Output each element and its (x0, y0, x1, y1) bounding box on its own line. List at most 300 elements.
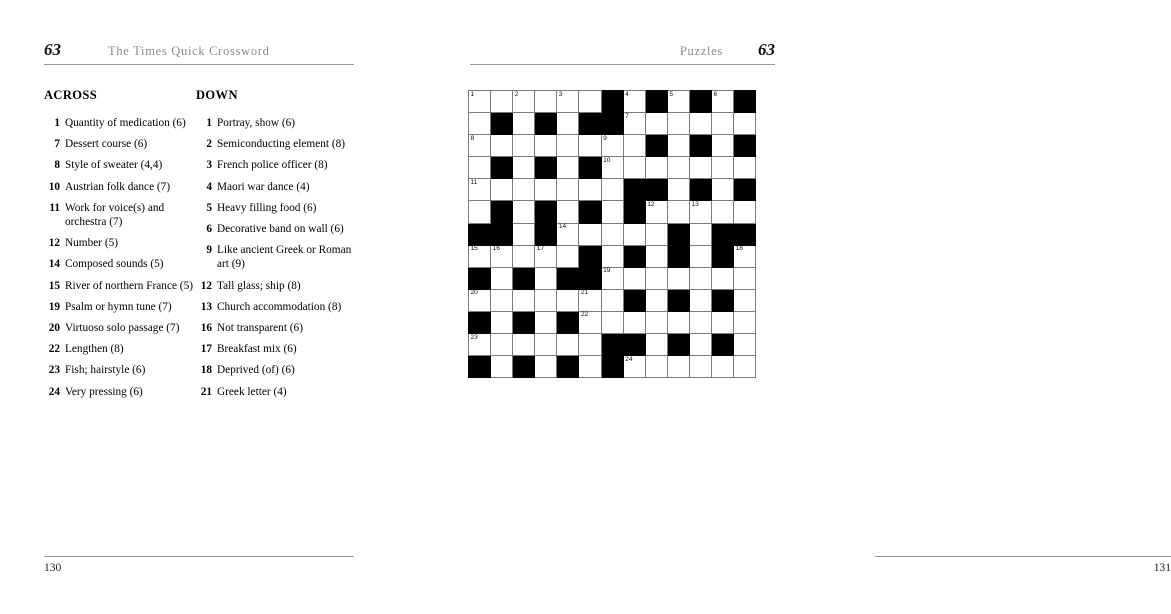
down-clue (196, 385, 352, 399)
grid-cell-number: 13 (691, 200, 699, 208)
grid-letter-cell[interactable] (712, 179, 734, 201)
grid-block-cell (513, 356, 535, 378)
grid-block-cell (734, 135, 756, 157)
down-clue-text: Like ancient Greek or Roman art (9) (217, 244, 352, 271)
grid-block-cell (667, 245, 689, 267)
grid-letter-cell[interactable] (513, 157, 535, 179)
down-clue-number: 1 (206, 117, 212, 129)
grid-letter-cell[interactable] (535, 267, 557, 289)
grid-letter-cell[interactable] (469, 289, 491, 311)
grid-letter-cell[interactable] (601, 311, 623, 333)
down-clue (196, 342, 352, 356)
grid-letter-cell[interactable] (734, 356, 756, 378)
grid-block-cell (689, 135, 711, 157)
grid-letter-cell[interactable] (579, 311, 601, 333)
across-clue-text: River of northern France (5) (65, 279, 193, 292)
grid-letter-cell[interactable] (513, 179, 535, 201)
grid-letter-cell[interactable] (513, 223, 535, 245)
across-clue-number: 19 (48, 300, 60, 313)
across-clue-text: Number (5) (65, 237, 119, 250)
grid-block-cell (579, 157, 601, 179)
grid-block-cell (579, 267, 601, 289)
down-clue-number: 2 (206, 138, 212, 151)
grid-block-cell (535, 223, 557, 245)
down-clue-text: Deprived (of) (6) (217, 364, 295, 377)
grid-row (469, 267, 756, 289)
grid-letter-cell[interactable] (535, 311, 557, 333)
left-page-header (44, 40, 354, 66)
grid-letter-cell[interactable] (734, 113, 756, 135)
across-clue-number: 22 (48, 343, 60, 356)
grid-letter-cell[interactable] (469, 179, 491, 201)
grid-letter-cell[interactable] (689, 201, 711, 223)
across-clue-number: 10 (48, 180, 60, 193)
grid-block-cell (601, 113, 623, 135)
header-rule (44, 64, 354, 65)
across-clue-text: Psalm or hymn tune (7) (65, 300, 172, 313)
grid-row (469, 223, 756, 245)
across-clue-text: Austrian folk dance (7) (65, 180, 171, 193)
grid-letter-cell[interactable] (601, 267, 623, 289)
grid-letter-cell[interactable] (689, 223, 711, 245)
across-clue-text: Very pressing (6) (65, 385, 143, 398)
across-clue (44, 385, 194, 399)
grid-letter-cell[interactable] (712, 135, 734, 157)
grid-letter-cell[interactable] (513, 334, 535, 356)
grid-cell-number: 10 (603, 156, 611, 164)
crossword-grid[interactable] (468, 90, 756, 378)
down-clue-text: Portray, show (6) (217, 117, 296, 129)
across-clue (44, 137, 194, 151)
grid-letter-cell[interactable] (645, 334, 667, 356)
grid-block-cell (557, 311, 579, 333)
grid-letter-cell[interactable] (557, 179, 579, 201)
grid-block-cell (557, 267, 579, 289)
grid-letter-cell[interactable] (491, 245, 513, 267)
grid-letter-cell[interactable] (601, 157, 623, 179)
grid-letter-cell[interactable] (601, 201, 623, 223)
grid-letter-cell[interactable] (579, 179, 601, 201)
grid-cell-number: 3 (558, 90, 563, 98)
down-clue-number: 3 (206, 159, 212, 172)
grid-block-cell (601, 334, 623, 356)
grid-letter-cell[interactable] (667, 356, 689, 378)
right-page-footer (875, 556, 1171, 580)
grid-block-cell (623, 245, 645, 267)
grid-block-cell (645, 91, 667, 113)
grid-letter-cell[interactable] (491, 311, 513, 333)
grid-block-cell (645, 179, 667, 201)
down-clue (196, 180, 352, 194)
grid-row (469, 113, 756, 135)
across-clue (44, 279, 194, 293)
grid-letter-cell[interactable] (645, 267, 667, 289)
grid-row (469, 356, 756, 378)
grid-letter-cell[interactable] (601, 135, 623, 157)
down-clue (196, 321, 352, 335)
grid-cell-number: 5 (669, 90, 674, 98)
across-clue (44, 363, 194, 377)
grid-letter-cell[interactable] (734, 267, 756, 289)
grid-letter-cell[interactable] (513, 201, 535, 223)
grid-letter-cell[interactable] (623, 113, 645, 135)
across-clue-number: 24 (48, 385, 60, 398)
grid-row (469, 157, 756, 179)
grid-letter-cell[interactable] (712, 201, 734, 223)
grid-letter-cell[interactable] (513, 289, 535, 311)
down-clue-number: 9 (206, 244, 212, 257)
down-clue-text: Church accommodation (8) (217, 300, 342, 313)
grid-letter-cell[interactable] (513, 91, 535, 113)
grid-letter-cell[interactable] (491, 356, 513, 378)
grid-cell-number: 17 (536, 245, 545, 253)
left-page-footer (44, 556, 354, 580)
across-clue (44, 201, 194, 229)
across-clue-number: 11 (49, 201, 60, 214)
down-clues-column (196, 88, 352, 406)
grid-letter-cell[interactable] (557, 157, 579, 179)
grid-letter-cell[interactable] (645, 113, 667, 135)
across-clue (44, 180, 194, 194)
across-clue-number: 1 (54, 117, 60, 129)
grid-row (469, 289, 756, 311)
grid-cell-number: 15 (470, 245, 478, 253)
grid-letter-cell[interactable] (491, 91, 513, 113)
grid-letter-cell[interactable] (601, 245, 623, 267)
header-rule (470, 64, 775, 65)
grid-letter-cell[interactable] (667, 201, 689, 223)
down-clue (196, 222, 352, 236)
grid-letter-cell[interactable] (579, 91, 601, 113)
grid-cell-number: 11 (470, 178, 478, 186)
grid-letter-cell[interactable] (689, 289, 711, 311)
section-title: Puzzles (679, 44, 723, 58)
grid-row (469, 135, 756, 157)
grid-block-cell (469, 267, 491, 289)
grid-letter-cell[interactable] (734, 201, 756, 223)
grid-letter-cell[interactable] (623, 223, 645, 245)
grid-letter-cell[interactable] (667, 311, 689, 333)
grid-block-cell (689, 91, 711, 113)
grid-block-cell (491, 157, 513, 179)
grid-letter-cell[interactable] (667, 135, 689, 157)
down-clue (196, 137, 352, 151)
grid-block-cell (623, 334, 645, 356)
grid-letter-cell[interactable] (491, 334, 513, 356)
grid-letter-cell[interactable] (557, 245, 579, 267)
grid-block-cell (557, 356, 579, 378)
grid-block-cell (712, 245, 734, 267)
grid-cell-number: 6 (713, 90, 718, 98)
across-clue-text: Lengthen (8) (65, 343, 124, 356)
grid-row (469, 245, 756, 267)
grid-block-cell (579, 113, 601, 135)
grid-letter-cell[interactable] (667, 113, 689, 135)
grid-cell-number: 20 (470, 289, 478, 297)
across-clue-text: Work for voice(s) and orchestra (7) (65, 201, 165, 229)
grid-letter-cell[interactable] (689, 334, 711, 356)
grid-letter-cell[interactable] (623, 356, 645, 378)
grid-cell-number: 1 (470, 90, 475, 98)
down-clue-number: 17 (200, 343, 212, 356)
grid-block-cell (667, 334, 689, 356)
grid-letter-cell[interactable] (667, 91, 689, 113)
grid-cell-number: 9 (603, 134, 607, 142)
across-clue (44, 257, 194, 271)
grid-letter-cell[interactable] (469, 113, 491, 135)
grid-block-cell (535, 201, 557, 223)
grid-letter-cell[interactable] (712, 267, 734, 289)
grid-letter-cell[interactable] (557, 113, 579, 135)
grid-cell-number: 2 (514, 90, 519, 98)
across-clues-column (44, 88, 194, 406)
grid-letter-cell[interactable] (645, 223, 667, 245)
down-clue (196, 363, 352, 377)
grid-letter-cell[interactable] (623, 267, 645, 289)
grid-letter-cell[interactable] (734, 245, 756, 267)
grid-letter-cell[interactable] (535, 91, 557, 113)
grid-letter-cell[interactable] (579, 289, 601, 311)
grid-letter-cell[interactable] (689, 356, 711, 378)
grid-letter-cell[interactable] (557, 334, 579, 356)
grid-block-cell (579, 245, 601, 267)
grid-block-cell (535, 113, 557, 135)
grid-letter-cell[interactable] (469, 245, 491, 267)
down-clue (196, 201, 352, 215)
grid-block-cell (623, 179, 645, 201)
across-clue (44, 300, 194, 314)
down-clue (196, 116, 352, 130)
grid-letter-cell[interactable] (491, 289, 513, 311)
grid-block-cell (491, 223, 513, 245)
down-clue-number: 12 (200, 279, 212, 292)
right-page-header (470, 40, 775, 66)
across-clue (44, 236, 194, 250)
down-clue (196, 279, 352, 293)
grid-letter-cell[interactable] (513, 135, 535, 157)
across-clue-list (44, 116, 194, 399)
grid-cell-number: 21 (580, 289, 589, 297)
grid-letter-cell[interactable] (513, 113, 535, 135)
grid-block-cell (667, 289, 689, 311)
grid-block-cell (491, 113, 513, 135)
grid-letter-cell[interactable] (712, 113, 734, 135)
across-clue-text: Fish; hairstyle (6) (65, 364, 146, 377)
grid-letter-cell[interactable] (535, 289, 557, 311)
down-clue-number: 21 (200, 385, 212, 398)
grid-letter-cell[interactable] (535, 179, 557, 201)
crossword-table[interactable] (468, 90, 756, 378)
down-clue-number: 5 (206, 201, 212, 214)
grid-letter-cell[interactable] (491, 135, 513, 157)
down-clue-text: Semiconducting element (8) (217, 138, 345, 151)
left-footer-folio: 130 (44, 562, 62, 574)
grid-row (469, 334, 756, 356)
grid-letter-cell[interactable] (645, 245, 667, 267)
grid-row (469, 91, 756, 113)
grid-letter-cell[interactable] (712, 157, 734, 179)
grid-block-cell (469, 311, 491, 333)
grid-row (469, 201, 756, 223)
grid-letter-cell[interactable] (734, 289, 756, 311)
across-clue-number: 7 (54, 138, 60, 151)
grid-letter-cell[interactable] (689, 311, 711, 333)
down-clue-text: Maori war dance (4) (217, 180, 310, 193)
grid-letter-cell[interactable] (623, 157, 645, 179)
across-clue-text: Style of sweater (4,4) (65, 159, 163, 172)
grid-letter-cell[interactable] (623, 91, 645, 113)
grid-letter-cell[interactable] (469, 135, 491, 157)
grid-letter-cell[interactable] (623, 311, 645, 333)
grid-letter-cell[interactable] (645, 157, 667, 179)
down-clue (196, 243, 352, 271)
across-clue (44, 321, 194, 335)
grid-letter-cell[interactable] (469, 91, 491, 113)
grid-letter-cell[interactable] (645, 201, 667, 223)
grid-block-cell (645, 135, 667, 157)
grid-block-cell (491, 201, 513, 223)
grid-letter-cell[interactable] (689, 113, 711, 135)
grid-letter-cell[interactable] (689, 157, 711, 179)
grid-block-cell (601, 91, 623, 113)
grid-letter-cell[interactable] (667, 157, 689, 179)
down-clue (196, 158, 352, 172)
grid-letter-cell[interactable] (601, 289, 623, 311)
grid-cell-number: 8 (470, 134, 475, 142)
grid-block-cell (623, 201, 645, 223)
grid-block-cell (734, 223, 756, 245)
down-clue-text: Tall glass; ship (8) (217, 279, 301, 292)
right-footer-folio: 131 (1153, 562, 1171, 574)
grid-block-cell (712, 223, 734, 245)
grid-block-cell (734, 179, 756, 201)
grid-letter-cell[interactable] (469, 157, 491, 179)
grid-letter-cell[interactable] (491, 267, 513, 289)
grid-letter-cell[interactable] (689, 267, 711, 289)
across-clue (44, 116, 194, 130)
grid-block-cell (535, 157, 557, 179)
left-header-folio: 63 (44, 40, 61, 59)
grid-letter-cell[interactable] (623, 135, 645, 157)
across-clue (44, 158, 194, 172)
grid-block-cell (712, 289, 734, 311)
grid-letter-cell[interactable] (689, 245, 711, 267)
across-clue-text: Composed sounds (5) (65, 258, 164, 271)
grid-letter-cell[interactable] (645, 311, 667, 333)
across-clue-number: 20 (48, 322, 60, 335)
grid-cell-number: 18 (735, 245, 743, 253)
grid-letter-cell[interactable] (645, 289, 667, 311)
down-clue-number: 16 (200, 322, 212, 335)
grid-cell-number: 19 (603, 267, 611, 275)
grid-block-cell (712, 334, 734, 356)
grid-letter-cell[interactable] (535, 245, 557, 267)
grid-letter-cell[interactable] (712, 356, 734, 378)
grid-letter-cell[interactable] (557, 223, 579, 245)
grid-letter-cell[interactable] (712, 311, 734, 333)
grid-letter-cell[interactable] (513, 245, 535, 267)
grid-cell-number: 4 (625, 90, 629, 98)
down-clue-number: 4 (206, 180, 212, 193)
down-clue-text: Greek letter (4) (217, 385, 287, 398)
grid-letter-cell[interactable] (667, 179, 689, 201)
down-heading: DOWN (196, 88, 238, 102)
right-header-folio: 63 (758, 40, 775, 59)
grid-letter-cell[interactable] (557, 201, 579, 223)
down-clue (196, 300, 352, 314)
down-clue-number: 6 (206, 223, 212, 236)
footer-rule (875, 556, 1171, 557)
grid-letter-cell[interactable] (734, 334, 756, 356)
grid-block-cell (579, 201, 601, 223)
grid-cell-number: 22 (580, 311, 589, 319)
across-clue-number: 15 (48, 279, 60, 292)
down-clue-number: 18 (200, 364, 212, 377)
grid-row (469, 179, 756, 201)
grid-block-cell (623, 289, 645, 311)
grid-letter-cell[interactable] (535, 356, 557, 378)
footer-rule (44, 556, 354, 557)
grid-letter-cell[interactable] (557, 91, 579, 113)
grid-cell-number: 24 (625, 355, 633, 363)
grid-letter-cell[interactable] (712, 91, 734, 113)
grid-letter-cell[interactable] (645, 356, 667, 378)
grid-block-cell (469, 223, 491, 245)
across-clue-number: 14 (48, 258, 60, 271)
grid-letter-cell[interactable] (579, 356, 601, 378)
across-clue-text: Dessert course (6) (65, 138, 148, 151)
grid-cell-number: 12 (647, 200, 655, 208)
grid-block-cell (469, 356, 491, 378)
down-clue-text: Heavy filling food (6) (217, 201, 317, 214)
grid-letter-cell[interactable] (579, 334, 601, 356)
grid-block-cell (667, 223, 689, 245)
across-heading: ACROSS (44, 88, 98, 102)
left-page (0, 0, 405, 614)
book-title: The Times Quick Crossword (108, 44, 270, 58)
grid-cell-number: 23 (470, 333, 478, 341)
grid-letter-cell[interactable] (734, 157, 756, 179)
grid-block-cell (513, 267, 535, 289)
grid-letter-cell[interactable] (734, 311, 756, 333)
grid-letter-cell[interactable] (535, 135, 557, 157)
across-clue (44, 342, 194, 356)
grid-letter-cell[interactable] (667, 267, 689, 289)
down-clue-list (196, 116, 352, 399)
grid-block-cell (513, 311, 535, 333)
across-clue-text: Virtuoso solo passage (7) (65, 322, 180, 335)
down-clue-text: Not transparent (6) (217, 322, 303, 335)
grid-letter-cell[interactable] (579, 135, 601, 157)
grid-block-cell (734, 91, 756, 113)
grid-letter-cell[interactable] (601, 179, 623, 201)
down-clue-number: 13 (200, 300, 212, 313)
grid-block-cell (601, 356, 623, 378)
grid-letter-cell[interactable] (469, 201, 491, 223)
down-clue-text: French police officer (8) (217, 159, 328, 172)
grid-letter-cell[interactable] (579, 223, 601, 245)
down-clue-text: Decorative band on wall (6) (217, 223, 344, 236)
grid-letter-cell[interactable] (557, 289, 579, 311)
grid-letter-cell[interactable] (535, 334, 557, 356)
grid-cell-number: 14 (558, 223, 567, 231)
across-clue-text: Quantity of medication (6) (65, 117, 186, 129)
grid-letter-cell[interactable] (491, 179, 513, 201)
grid-letter-cell[interactable] (601, 223, 623, 245)
grid-letter-cell[interactable] (557, 135, 579, 157)
grid-letter-cell[interactable] (469, 334, 491, 356)
grid-cell-number: 16 (492, 245, 500, 253)
